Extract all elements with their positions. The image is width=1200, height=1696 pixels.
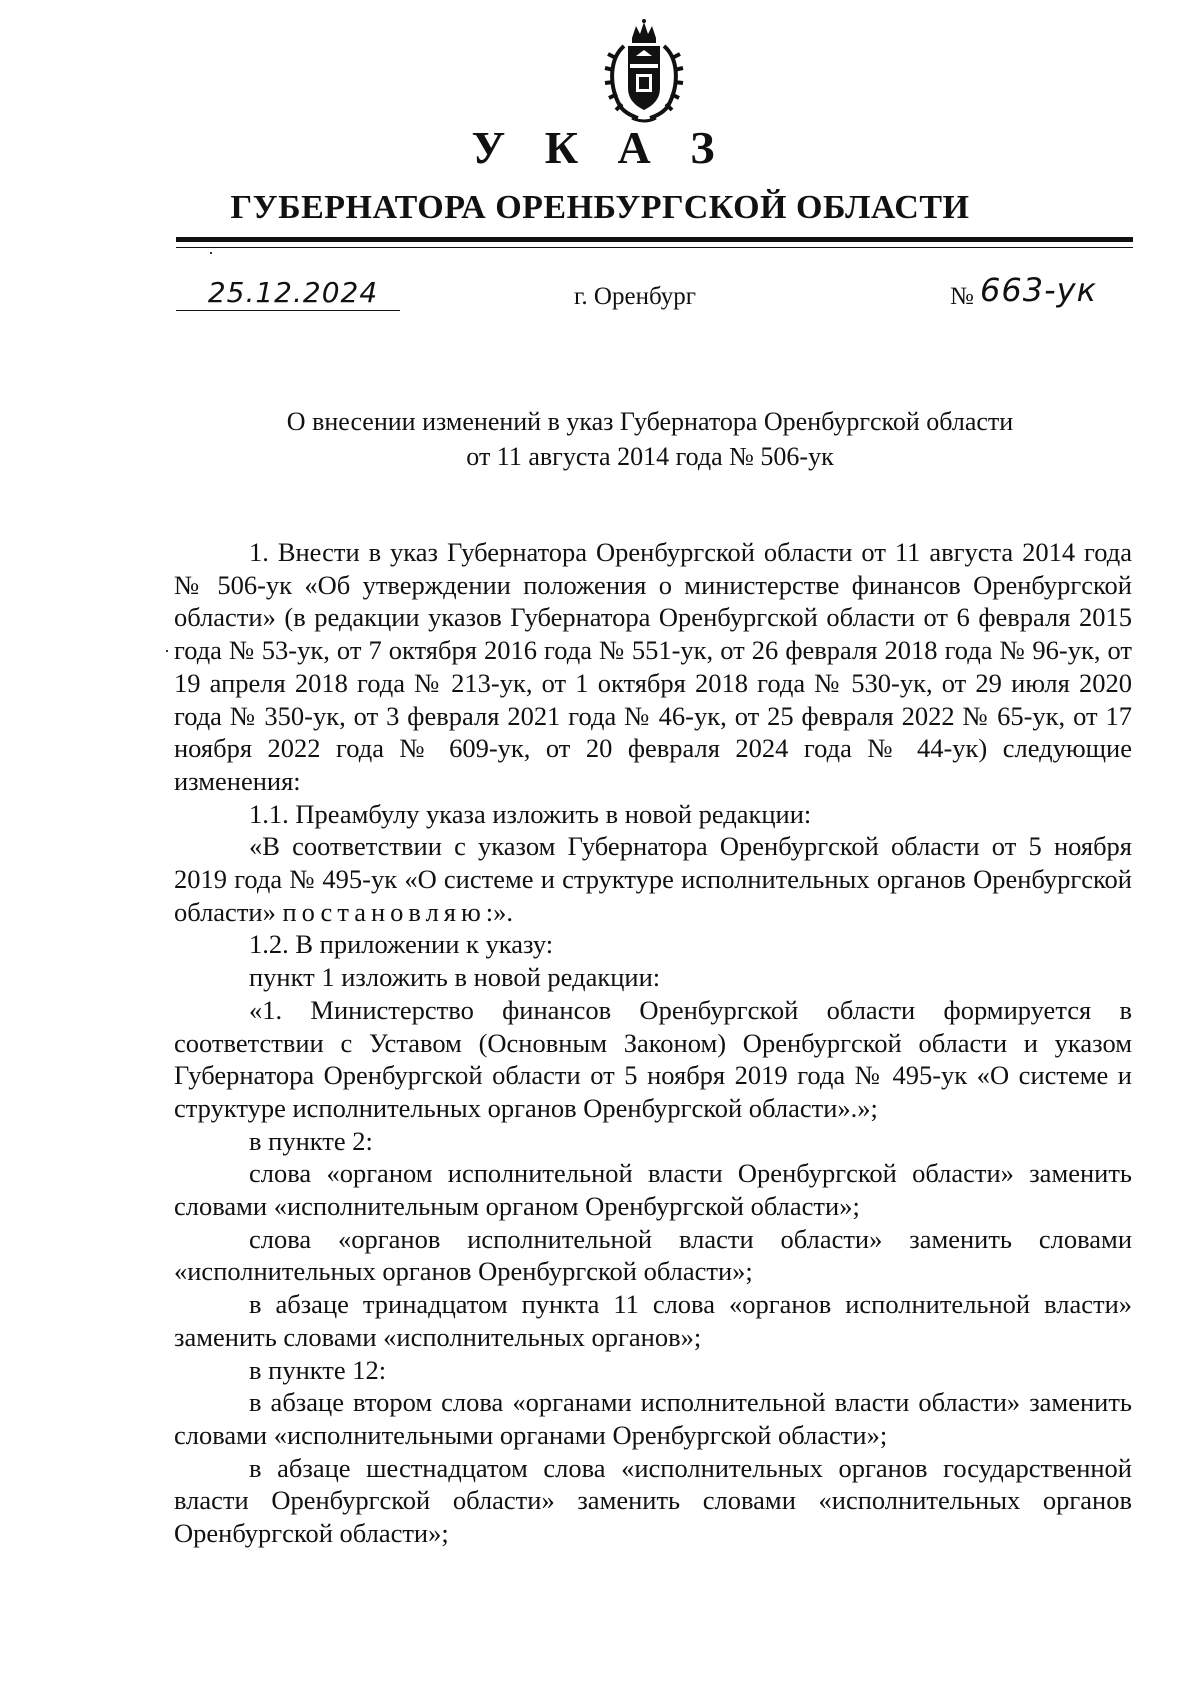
body-paragraph: пункт 1 изложить в новой редакции: xyxy=(249,962,661,993)
preamble-end: :». xyxy=(485,896,514,927)
body-paragraph: 1.2. В приложении к указу: xyxy=(249,929,554,960)
decree-city: г. Оренбург xyxy=(574,283,696,310)
body-paragraph: в абзаце тринадцатом пункта 11 слова «органов исполнительной власти» заменить словами «исполнительных органов»; xyxy=(174,1289,1132,1352)
decree-number: 663-ук xyxy=(980,271,1097,309)
body-paragraph: «1. Министерство финансов Оренбургской области формируется в соответствии с Уставом (Основным Законом) Оренбургской области и указом Губернатора Оренбургской области от 5 ноября 2019 года № 495-ук «О системе и структуре исполнительных органов Оренбургской области».»; xyxy=(174,994,1132,1123)
body-paragraph-preamble xyxy=(174,830,1132,928)
body-paragraph: в пункте 2: xyxy=(249,1125,373,1156)
body-paragraph: в пункте 12: xyxy=(249,1354,387,1385)
document-issuer: ГУБЕРНАТОРА ОРЕНБУРГСКОЙ ОБЛАСТИ xyxy=(230,189,970,226)
subject-line: О внесении изменений в указ Губернатора Оренбургской области xyxy=(286,407,1014,436)
subject-line: от 11 августа 2014 года № 506-ук xyxy=(466,442,834,471)
body-paragraph: слова «органов исполнительной власти области» заменить словами «исполнительных органов Оренбургской области»; xyxy=(174,1223,1132,1287)
body-paragraph: 1. Внести в указ Губернатора Оренбургской области от 11 августа 2014 года № 506-ук «Об утверждении положения о министерстве финансов Оренбургской области» (в редакции указов Губернатора Оренбургской области от 6 февраля 2015 года № 53-ук, от 7 октября 2016 года № 551-ук, от 26 февраля 2018 года № 96-ук, от 19 апреля 2018 года № 213-ук, от 1 октября 2018 года № 530-ук, от 29 июля 2020 года № 350-ук, от 3 февраля 2021 года № 46-ук, от 25 февраля 2022 № 65-ук, от 17 ноября 2022 года № 609-ук, от 20 февраля 2024 года № 44-ук) следующие изменения: xyxy=(174,537,1132,796)
decree-number-label: № xyxy=(950,283,974,310)
scan-mark xyxy=(166,650,168,652)
decree-subject xyxy=(200,404,1100,474)
scan-mark xyxy=(210,252,212,254)
header-divider-thick xyxy=(176,237,1133,242)
body-paragraph: в абзаце втором слова «органами исполнительной власти области» заменить словами «исполнительными органами Оренбургской области»; xyxy=(174,1387,1132,1450)
coat-of-arms-icon xyxy=(602,18,686,124)
header-divider-thin xyxy=(176,247,1133,248)
preamble-text: «В соответствии с указом Губернатора Оренбургской области от 5 ноября 2019 года № 495-ук «О системе и структуре исполнительных органов Оренбургской области» xyxy=(174,831,1132,927)
decree-date: 25.12.2024 xyxy=(176,276,400,311)
decree-body xyxy=(174,536,1132,1550)
document-title: У К А З xyxy=(471,122,729,173)
body-paragraph: слова «органом исполнительной власти Оренбургской области» заменить словами «исполнительным органом Оренбургской области»; xyxy=(174,1158,1132,1222)
preamble-spaced-word: постановляю xyxy=(282,896,486,927)
body-paragraph: в абзаце шестнадцатом слова «исполнительных органов государственной власти Оренбургской области» заменить словами «исполнительных органов Оренбургской области»; xyxy=(174,1452,1132,1549)
body-paragraph: 1.1. Преамбулу указа изложить в новой редакции: xyxy=(249,798,812,829)
